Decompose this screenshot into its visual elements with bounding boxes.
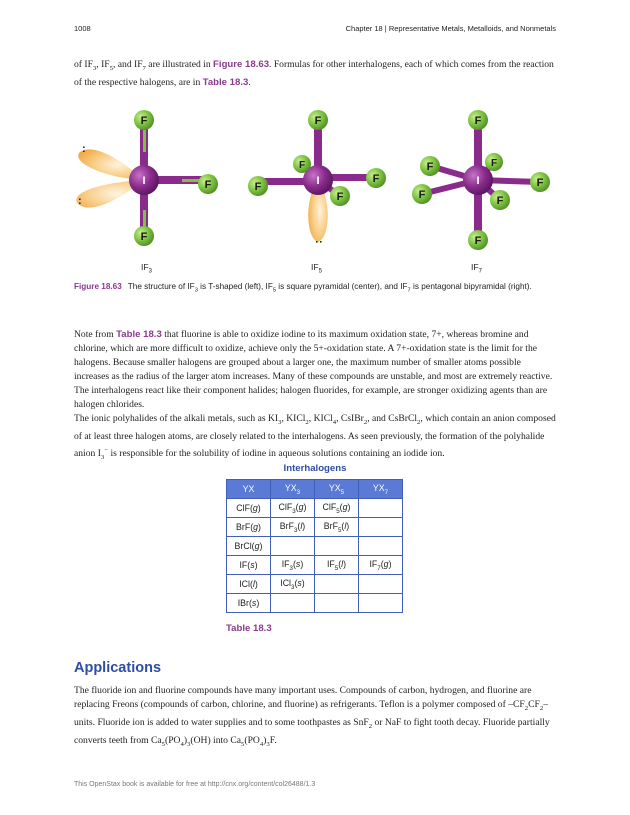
figure-reference-link[interactable]: Figure 18.63 (213, 59, 270, 70)
table-cell: $IF_3(s)$ (271, 556, 315, 575)
atom-label: F (372, 173, 380, 185)
page-number: 1008 (74, 24, 91, 33)
figure-caption: Figure 18.63 The structure of $IF_3$ is T-shaped (left), $IF_5$ is square pyramidal (center), and $IF_7$ is pentagonal bipyramidal (right). (74, 282, 532, 294)
atom-label: F (298, 160, 306, 171)
atom-label: F (496, 195, 504, 207)
oxidation-paragraph: Note from Table 18.3 that fluorine is able to oxidize iodine to its maximum oxidation state, 7+, whereas bromine and chlorine, which are more difficult to oxidize, achieve only the 5+-oxidation state. A 7+-oxidation state is the limit for the halogens. Because smaller halogens are grouped about a larger one, the maximum number of smaller atoms possible increases as the radius of the larger atom increases. Many of these compounds are unstable, and most are extremely reactive. The interhalogens react like their component halides; halogen fluorides, for example, are stronger oxidizing agents than are halogen chlorides. (74, 329, 553, 410)
table-cell: $IF_7(g)$ (359, 556, 403, 575)
table-cell (315, 537, 359, 556)
table-cell: ICl(l) (227, 575, 271, 594)
table-header-cell: $YX_7$ (359, 480, 403, 499)
table-reference-link[interactable]: Table 18.3 (202, 76, 249, 88)
if3-molecule (76, 110, 218, 246)
table-cell: ClF(g) (227, 499, 271, 518)
table-header-cell: $YX_3$ (271, 480, 315, 499)
table-number: Table 18.3 (226, 623, 272, 634)
table-cell (315, 594, 359, 613)
table-cell (359, 575, 403, 594)
table-cell: BrCl(g) (227, 537, 271, 556)
table-row (227, 537, 403, 556)
figure-number: Figure 18.63 (74, 282, 122, 291)
table-cell: ClF$_3$(g) (271, 499, 315, 518)
table-cell (271, 537, 315, 556)
lone-pair-dots: : (313, 240, 325, 244)
table-cell (315, 575, 359, 594)
table-row (227, 499, 403, 518)
table-cell (359, 537, 403, 556)
atom-label: F (254, 181, 262, 193)
atom-label: F (140, 231, 148, 243)
atom-label: I (316, 175, 320, 187)
molecule-diagrams (74, 100, 556, 275)
table-cell: IF(s) (227, 556, 271, 575)
table-cell (359, 594, 403, 613)
table-cell: $IF_5(l)$ (315, 556, 359, 575)
table-cell: IBr(s) (227, 594, 271, 613)
atom-label: F (314, 115, 322, 127)
section-heading: Applications (74, 660, 162, 676)
molecular-structures-figure (74, 100, 556, 275)
atom-label: F (140, 115, 148, 127)
table-row (227, 518, 403, 537)
table-cell: BrF$_3$(l) (271, 518, 315, 537)
molecule-label-if5: $IF_5$ (311, 262, 322, 275)
if7-molecule (412, 110, 550, 250)
atom-label: F (490, 158, 498, 169)
atom-label: F (418, 189, 426, 201)
footer-note: This OpenStax book is available for free at http://cnx.org/content/col26488/1.3 (74, 781, 316, 788)
table-cell: BrF$_5$(l) (315, 518, 359, 537)
table-header-row (227, 480, 403, 499)
table-header-cell: $YX_5$ (315, 480, 359, 499)
applications-paragraph: The fluoride ion and fluorine compounds have many important uses. Compounds of carbon, hydrogen, and fluorine are replacing Freons (compounds of carbon, chlorine, and fluorine) as refrigerants. Teflon is a polymer composed of $-CF_2CF_2-$ units. Fluoride ion is added to water supplies and to some toothpastes as SnF$_2$ or NaF to fight tooth decay. Fluoride partially converts teeth from $Ca_5(PO_4)_3(OH)$ into $Ca_5(PO_4)_3F$. (74, 685, 550, 748)
molecule-label-if7: $IF_7$ (471, 262, 482, 275)
table-header-cell: YX (227, 480, 271, 499)
table-cell (359, 518, 403, 537)
lone-pair-dots: : (78, 195, 82, 207)
table-cell: ICl$_3$(s) (271, 575, 315, 594)
atom-label: F (336, 191, 344, 203)
table-cell (359, 499, 403, 518)
table-body (227, 499, 403, 613)
table-row (227, 575, 403, 594)
interhalogens-table (226, 479, 403, 613)
table-cell (271, 594, 315, 613)
atom-label: F (426, 161, 434, 173)
lone-pair-dots: : (82, 143, 86, 155)
atom-label: I (142, 175, 146, 187)
molecule-label-if3: $IF_3$ (141, 262, 152, 275)
table-title: Interhalogens (283, 463, 347, 474)
if5-molecule (248, 110, 386, 244)
table-reference-link[interactable]: Table 18.3 (116, 329, 162, 340)
polyhalides-paragraph: The ionic polyhalides of the alkali metals, such as $KI_3$, KICl$_2$, KICl$_4$, CsIBr$_2$, and CsBrCl$_2$, which contain an anion composed of at least three halogen atoms, are closely related to the interhalogens. As seen previously, the formation of the polyhalide anion $I_3^-$ is responsible for the solubility of iodine in aqueous solutions containing an iodide ion. (74, 413, 556, 461)
intro-paragraph: of $IF_3$, $IF_5$, and $IF_7$ are illustrated in Figure 18.63. Formulas for other interhalogens, each of which comes from the reaction of the respective halogens, are in Table 18.3. (74, 59, 554, 88)
atom-label: I (476, 175, 480, 187)
atom-label: F (536, 177, 544, 189)
atom-label: F (474, 115, 482, 127)
table-cell: BrF(g) (227, 518, 271, 537)
table-row (227, 556, 403, 575)
table-cell: ClF$_5$(g) (315, 499, 359, 518)
table-row (227, 594, 403, 613)
atom-label: F (474, 235, 482, 247)
atom-label: F (204, 179, 212, 191)
chapter-title: Chapter 18 | Representative Metals, Metalloids, and Nonmetals (345, 24, 556, 33)
